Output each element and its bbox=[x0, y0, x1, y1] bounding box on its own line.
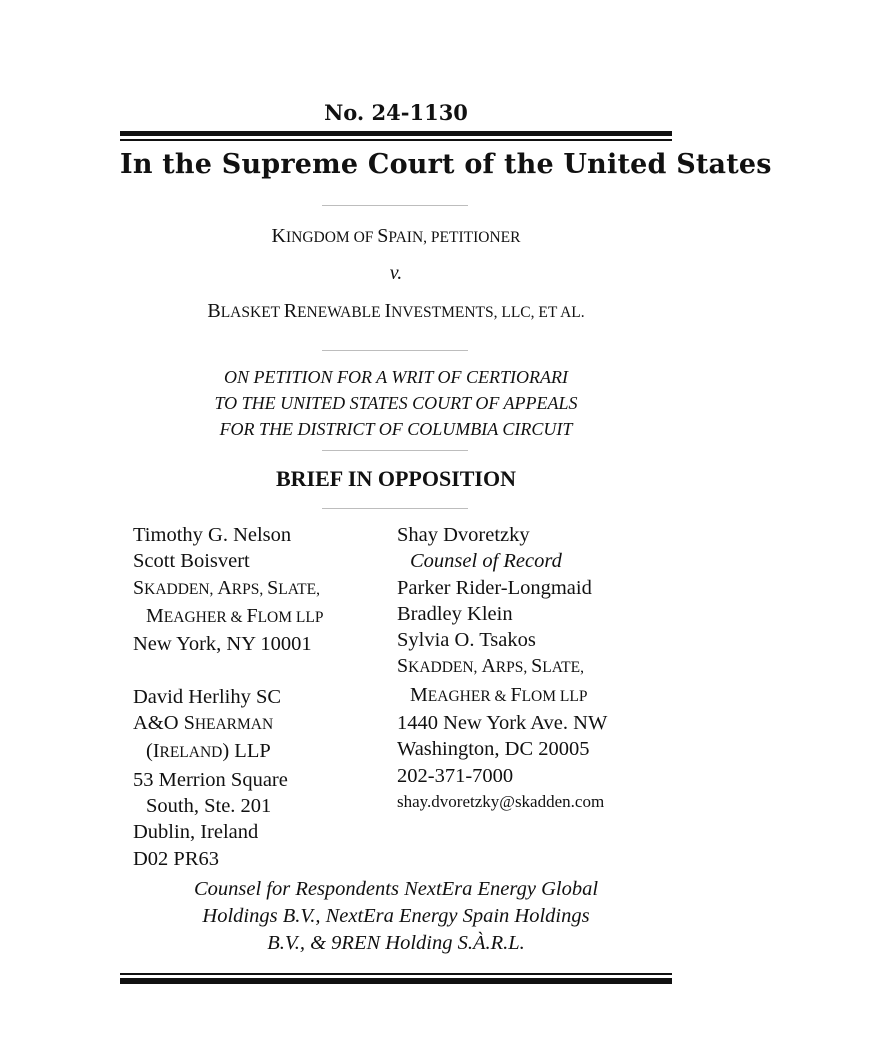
firm-line bbox=[133, 710, 323, 738]
counsel-right-column bbox=[397, 522, 607, 815]
firm-cap: S bbox=[267, 576, 279, 599]
petitioner-cap-k: K bbox=[271, 225, 286, 247]
address-line: Dublin, Ireland bbox=[133, 821, 259, 844]
respondent-cap-b: B bbox=[207, 300, 221, 322]
petitioner-role: PETITIONER bbox=[430, 229, 521, 246]
respondent-sc-enewable: ENEWABLE bbox=[297, 304, 385, 321]
respondent-line bbox=[120, 300, 672, 323]
firm-cap: S bbox=[531, 655, 543, 678]
firm-sc: RPS, bbox=[231, 580, 268, 598]
counsel-for-line: Holdings B.V., NextEra Energy Spain Holdings bbox=[202, 905, 590, 927]
firm-sc: RPS, bbox=[495, 659, 532, 677]
petitioner-cap-s: S bbox=[377, 225, 389, 247]
firm-cap: S bbox=[183, 712, 195, 735]
counsel-name: Scott Boisvert bbox=[133, 550, 250, 573]
address-line: D02 PR63 bbox=[133, 847, 220, 870]
respondent-cap-r: R bbox=[283, 300, 298, 322]
versus: v. bbox=[389, 262, 403, 284]
separator-3 bbox=[322, 450, 468, 451]
firm-sc: LOM LLP bbox=[521, 687, 588, 705]
firm-cap: S bbox=[397, 655, 409, 678]
counsel-name: Sylvia O. Tsakos bbox=[397, 629, 536, 652]
counsel-of-record: Counsel of Record bbox=[410, 550, 562, 573]
firm-line bbox=[133, 603, 323, 631]
firm-sc: KADDEN, bbox=[408, 659, 482, 677]
bottom-double-rule bbox=[120, 973, 672, 985]
bottom-rule-thin bbox=[120, 973, 672, 975]
firm-text: ( bbox=[146, 740, 153, 763]
firm-sc: LOM LLP bbox=[257, 608, 324, 626]
firm-cap: A bbox=[217, 576, 232, 599]
respondent-cap-i: I bbox=[384, 300, 392, 322]
firm-sc: LATE, bbox=[278, 580, 320, 598]
counsel-name: Parker Rider-Longmaid bbox=[397, 576, 592, 599]
firm-sc: LATE, bbox=[542, 659, 584, 677]
separator-2 bbox=[322, 350, 468, 351]
court-title: In the Supreme Court of the United States bbox=[120, 149, 772, 180]
counsel-name: David Herlihy SC bbox=[133, 685, 282, 708]
phone-number: 202-371-7000 bbox=[397, 764, 514, 787]
counsel-for-line: B.V., & 9REN Holding S.À.R.L. bbox=[267, 932, 525, 954]
firm-cap: I bbox=[152, 740, 160, 763]
spacer bbox=[133, 657, 323, 683]
petition-line: TO THE UNITED STATES COURT OF APPEALS bbox=[214, 393, 578, 413]
firm-cap: F bbox=[246, 604, 258, 627]
firm-cap: S bbox=[133, 576, 145, 599]
address-line: New York, NY 10001 bbox=[133, 633, 312, 656]
firm-line bbox=[397, 653, 607, 681]
counsel-for-line: Counsel for Respondents NextEra Energy Global bbox=[193, 878, 599, 900]
firm-sc: RELAND bbox=[159, 744, 223, 762]
firm-sc: KADDEN, bbox=[144, 580, 218, 598]
petition-line: ON PETITION FOR A WRIT OF CERTIORARI bbox=[224, 367, 568, 387]
firm-cap: F bbox=[510, 683, 522, 706]
respondent-et-al: ET AL. bbox=[538, 304, 585, 321]
firm-cap: M bbox=[410, 683, 428, 706]
firm-sc: EAGHER & bbox=[163, 608, 247, 626]
counsel-name: Timothy G. Nelson bbox=[133, 524, 292, 546]
address-line: 1440 New York Ave. NW bbox=[397, 712, 608, 735]
docket-number: No. 24-1130 bbox=[324, 100, 468, 125]
top-double-rule bbox=[120, 131, 672, 142]
top-rule-thick bbox=[120, 131, 672, 136]
firm-line bbox=[397, 682, 607, 710]
firm-text: A&O bbox=[133, 712, 184, 735]
petitioner-sc-ingdom: INGDOM OF bbox=[285, 229, 378, 246]
firm-text: ) LLP bbox=[222, 740, 271, 763]
brief-title: BRIEF IN OPPOSITION bbox=[275, 466, 516, 491]
firm-cap: A bbox=[481, 655, 496, 678]
firm-line bbox=[133, 575, 323, 603]
counsel-name: Bradley Klein bbox=[397, 602, 513, 625]
separator-4 bbox=[322, 508, 468, 509]
address-line: South, Ste. 201 bbox=[146, 794, 272, 817]
counsel-left-column bbox=[133, 522, 323, 872]
email-address[interactable]: shay.dvoretzky@skadden.com bbox=[397, 791, 605, 811]
petition-description bbox=[120, 364, 672, 442]
petitioner-line bbox=[120, 225, 672, 248]
address-line: 53 Merrion Square bbox=[133, 768, 288, 791]
top-rule-thin bbox=[120, 139, 672, 141]
petitioner-sc-pain: PAIN, bbox=[388, 229, 431, 246]
separator-1 bbox=[322, 205, 468, 206]
respondent-sc-nvestments: NVESTMENTS, LLC, bbox=[391, 304, 539, 321]
firm-line bbox=[133, 738, 323, 766]
firm-sc: HEARMAN bbox=[194, 716, 274, 734]
bottom-rule-thick bbox=[120, 978, 672, 984]
firm-cap: M bbox=[146, 604, 164, 627]
respondent-sc-lasket: LASKET bbox=[220, 304, 284, 321]
address-line: Washington, DC 20005 bbox=[397, 738, 590, 761]
counsel-name: Shay Dvoretzky bbox=[397, 524, 530, 546]
counsel-for-respondents bbox=[120, 876, 672, 957]
firm-sc: EAGHER & bbox=[427, 687, 511, 705]
petition-line: FOR THE DISTRICT OF COLUMBIA CIRCUIT bbox=[219, 419, 573, 439]
